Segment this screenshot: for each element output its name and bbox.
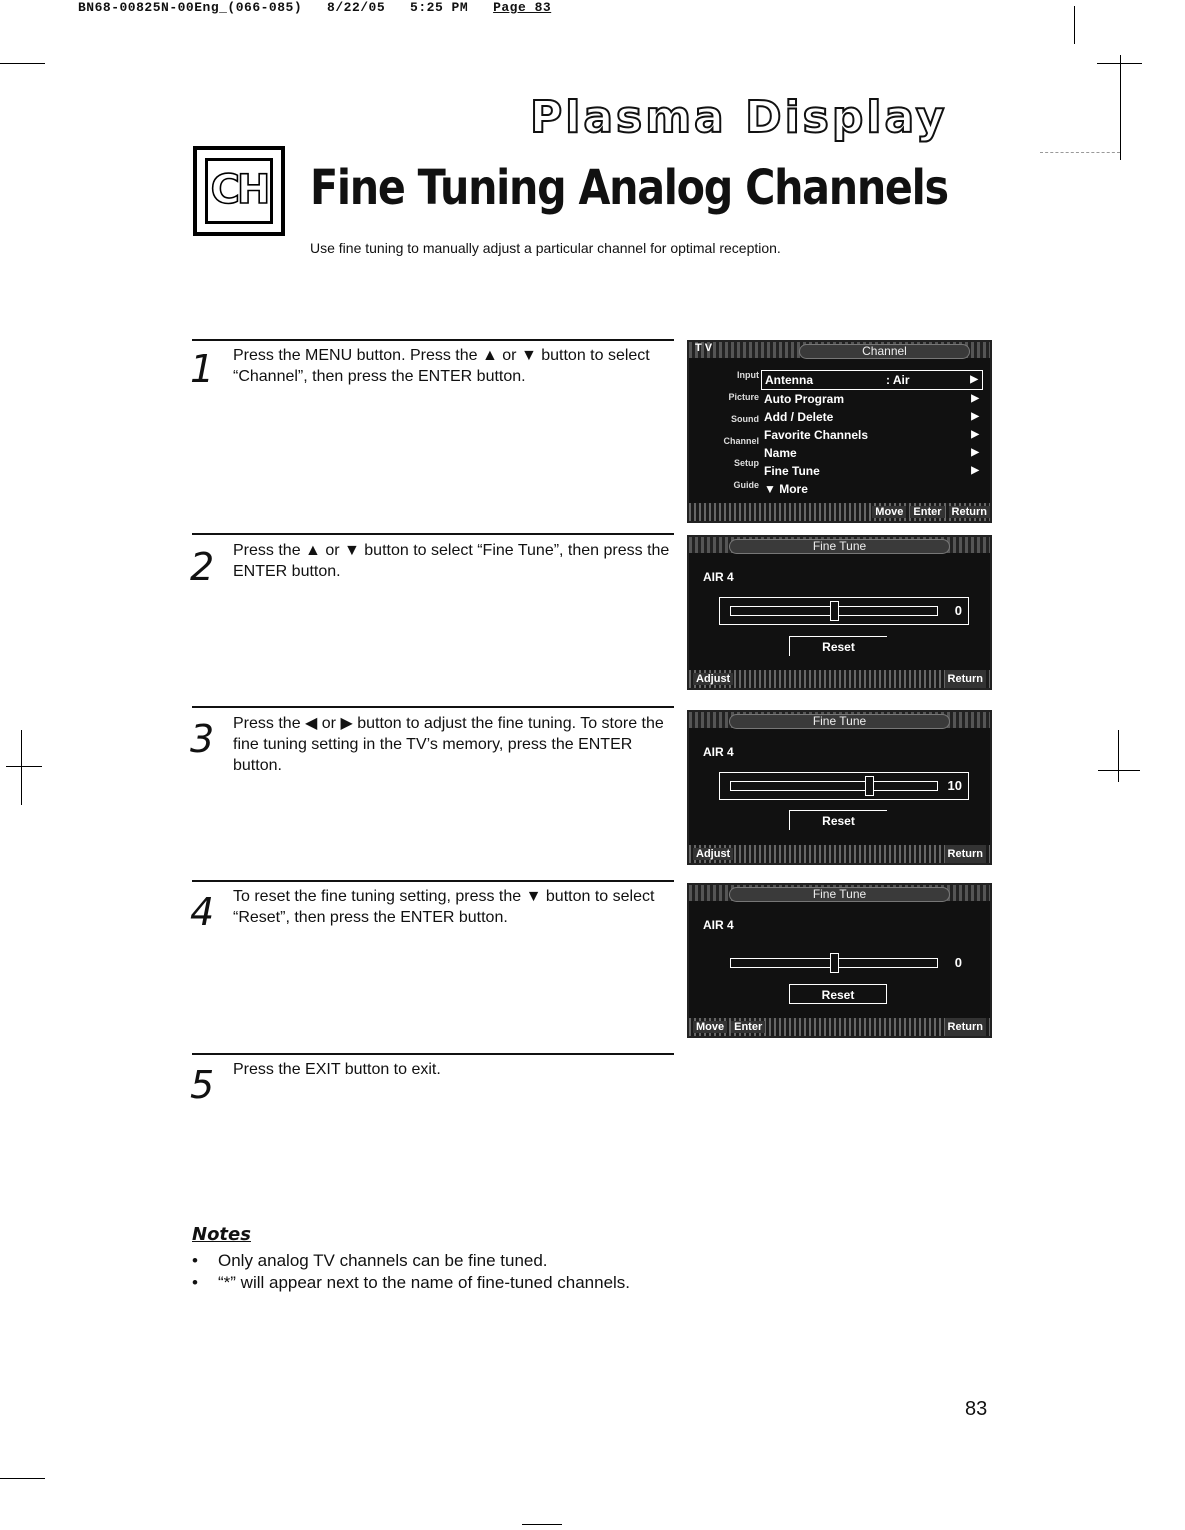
menu-item-label: Name [764,446,797,460]
channel-label: AIR 4 [703,570,734,584]
sidebar-item-sound: Sound [731,414,759,424]
fine-tune-slider [719,772,969,800]
crop-mark [1074,6,1075,44]
channel-label: AIR 4 [703,918,734,932]
menu-item-value: : Air [886,373,910,387]
menu-item-label: Fine Tune [764,464,820,478]
menu-item-antenna [761,370,983,390]
page-subtitle: Use fine tuning to manually adjust a particular channel for optimal reception. [310,240,781,256]
page-label: Page 83 [493,0,552,15]
footer-move: Move [693,1021,727,1033]
crop-mark [1120,55,1121,160]
fine-tune-slider [719,949,969,977]
slider-value: 0 [954,603,962,618]
step-divider [192,880,674,882]
slider-value: 10 [947,778,962,793]
footer-return: Return [945,1018,986,1036]
step-text: Press the ▲ or ▼ button to select “Fine Tune”, then press the ENTER button. [233,542,670,580]
footer-adjust: Adjust [693,848,733,860]
print-slug [78,0,551,15]
section-badge-label: CH [205,158,273,224]
step-text: Press the EXIT button to exit. [233,1061,441,1078]
menu-item-name [761,444,983,462]
step-number: 5 [190,1063,215,1107]
arrow-right-icon: ▶ [971,465,979,476]
slider-track [730,606,938,616]
page-title: Fine Tuning Analog Channels [310,160,948,216]
step-number: 2 [190,545,215,589]
note-item: • Only analog TV channels can be fine tuned. [192,1250,630,1272]
note-item: • “*” will appear next to the name of fine-tuned channels. [192,1272,630,1294]
footer-move: Move [872,506,906,518]
channel-menu-screen [687,340,992,523]
crop-mark [1118,730,1119,782]
footer-return: Return [945,845,986,863]
menu-items [761,370,983,498]
reset-button: Reset [789,984,887,1004]
step-number: 1 [190,347,215,391]
notes-list [192,1250,630,1294]
crop-mark [0,1478,45,1479]
menu-item-auto-program [761,390,983,408]
menu-item-more [761,480,983,498]
step-divider [192,1053,674,1055]
menu-item-label: Favorite Channels [764,428,869,442]
slider-track [730,958,938,968]
step-divider [192,339,674,341]
menu-item-label: Antenna [765,373,813,387]
slider-value: 0 [954,955,962,970]
fine-tune-footer [689,845,990,863]
step-text: Press the MENU button. Press the ▲ or ▼ button to select “Channel”, then press the ENTER button. [233,347,650,385]
brand-rule [1040,112,1120,153]
fine-tune-slider [719,597,969,625]
slider-thumb [830,601,839,621]
tv-label: T V [695,342,713,354]
notes-heading: Notes [192,1224,251,1245]
crop-mark [1098,770,1140,771]
crop-mark [0,63,45,64]
fine-tune-header-title: Fine Tune [729,887,950,902]
menu-header-title: Channel [799,344,970,359]
footer-return: Return [945,670,986,688]
menu-footer [689,503,990,521]
arrow-right-icon: ▶ [970,374,978,385]
fine-tune-screen [687,710,992,865]
sidebar-item-setup: Setup [733,458,759,468]
step-divider [192,706,674,708]
reset-button: Reset [789,636,887,656]
sidebar-item-picture: Picture [728,392,759,402]
arrow-right-icon: ▶ [971,429,979,440]
fine-tune-header [689,537,990,553]
crop-mark [522,1524,562,1525]
menu-header [689,342,990,358]
step-number: 3 [190,717,215,761]
channel-label: AIR 4 [703,745,734,759]
slider-thumb [865,776,874,796]
fine-tune-screen [687,883,992,1038]
menu-item-label: Auto Program [764,392,845,406]
fine-tune-footer [689,1018,990,1036]
file-info: BN68-00825N-00Eng_(066-085) 8/22/05 5:25 PM [78,0,494,15]
sidebar-item-channel: Channel [723,436,759,446]
menu-item-add-delete [761,408,983,426]
crop-mark [6,766,42,767]
menu-item-favorite-channels [761,426,983,444]
arrow-right-icon: ▶ [971,393,979,404]
step-divider [192,533,674,535]
fine-tune-header-title: Fine Tune [729,539,950,554]
page-number: 83 [965,1398,988,1420]
footer-adjust: Adjust [693,673,733,685]
footer-return: Return [949,506,990,518]
footer-enter: Enter [731,1021,765,1033]
slider-track [730,781,938,791]
fine-tune-header [689,712,990,728]
menu-sidebar [693,364,759,496]
reset-button: Reset [789,810,887,830]
arrow-right-icon: ▶ [971,447,979,458]
sidebar-item-input: Input [737,370,759,380]
step-text: Press the ◀ or ▶ button to adjust the fine tuning. To store the fine tuning setting in the TV’s memory, press the ENTER button. [233,715,664,774]
menu-item-label: ▼ More [764,482,808,496]
menu-item-fine-tune [761,462,983,480]
fine-tune-header-title: Fine Tune [729,714,950,729]
fine-tune-footer [689,670,990,688]
sidebar-item-guide: Guide [733,480,759,490]
fine-tune-header [689,885,990,901]
step-text: To reset the fine tuning setting, press the ▼ button to select “Reset”, then press the ENTER button. [233,888,655,926]
crop-mark [21,730,22,805]
arrow-right-icon: ▶ [971,411,979,422]
brand-logo: Plasma Display [530,92,948,143]
step-number: 4 [190,890,215,934]
fine-tune-screen [687,535,992,690]
menu-item-label: Add / Delete [764,410,834,424]
footer-enter: Enter [910,506,944,518]
slider-thumb [830,953,839,973]
section-badge [193,146,285,236]
